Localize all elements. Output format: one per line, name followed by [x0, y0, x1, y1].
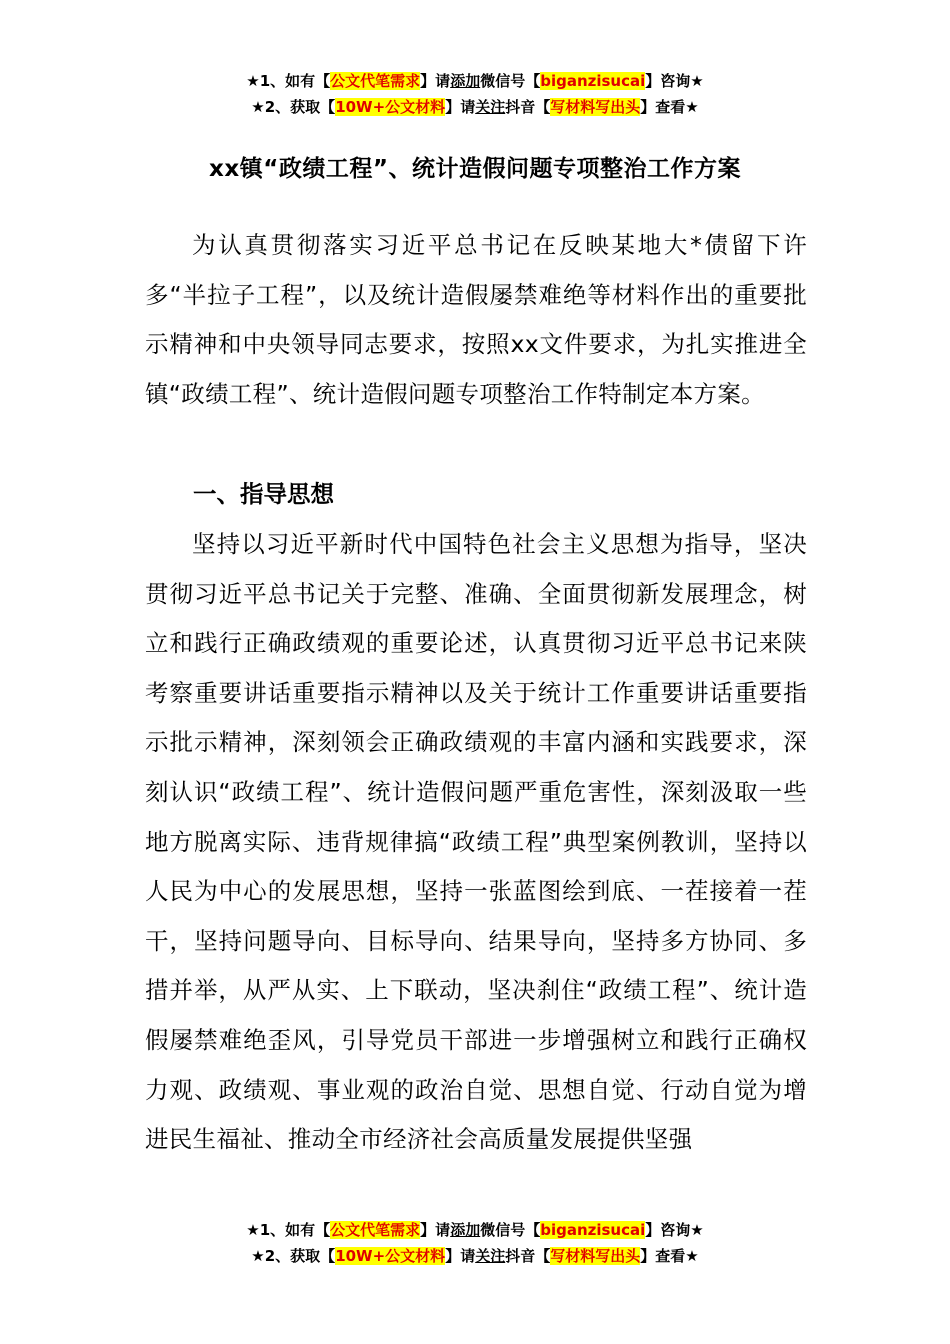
highlight-materials: 10W+公文材料 [335, 98, 446, 116]
promo-notice-bottom [0, 1217, 950, 1269]
promo-line-2: ★2、获取【10W+公文材料】请关注抖音【写材料写出头】查看★ [251, 98, 699, 116]
highlight-douyin-account: 写材料写出头 [550, 98, 641, 116]
highlight-materials: 10W+公文材料 [335, 1247, 446, 1265]
document-title: xx镇“政绩工程”、统计造假问题专项整治工作方案 [209, 156, 741, 182]
highlight-service: 公文代笔需求 [330, 1221, 421, 1239]
promo-line-1: ★1、如有【公文代笔需求】请添加微信号【biganzisucai】咨询★ [246, 72, 704, 90]
intro-paragraph: 为认真贯彻落实习近平总书记在反映某地大*债留下许多“半拉子工程”，以及统计造假屡禁难绝等材料作出的重要批示精神和中央领导同志要求，按照xx文件要求，为扎实推进全镇“政绩工程”、统计造假问题专项整治工作特制定本方案。 [145, 231, 807, 408]
section1-paragraph: 坚持以习近平新时代中国特色社会主义思想为指导，坚决贯彻习近平总书记关于完整、准确、全面贯彻新发展理念，树立和践行正确政绩观的重要论述，认真贯彻习近平总书记来陕考察重要讲话重要指示精神以及关于统计工作重要讲话重要指示批示精神，深刻领会正确政绩观的丰富内涵和实践要求，深刻认识“政绩工程”、统计造假问题严重危害性，深刻汲取一些地方脱离实际、违背规律搞“政绩工程”典型案例教训，坚持以人民为中心的发展思想，坚持一张蓝图绘到底、一茬接着一茬干，坚持问题导向、目标导向、结果导向，坚持多方协同、多措并举，从严从实、上下联动，坚决刹住“政绩工程”、统计造假屡禁难绝歪风，引导党员干部进一步增强树立和践行正确权力观、政绩观、事业观的政治自觉、思想自觉、行动自觉为增进民生福祉、推动全市经济社会高质量发展提供坚强 [145, 530, 807, 1154]
highlight-douyin-account: 写材料写出头 [550, 1247, 641, 1265]
highlight-wechat-id: biganzisucai [540, 1221, 646, 1239]
section-heading-guiding-ideology: 一、指导思想 [193, 480, 334, 508]
promo-notice-top [0, 68, 950, 120]
highlight-service: 公文代笔需求 [330, 72, 421, 90]
promo-line-2: ★2、获取【10W+公文材料】请关注抖音【写材料写出头】查看★ [251, 1247, 699, 1265]
highlight-wechat-id: biganzisucai [540, 72, 646, 90]
promo-line-1: ★1、如有【公文代笔需求】请添加微信号【biganzisucai】咨询★ [246, 1221, 704, 1239]
